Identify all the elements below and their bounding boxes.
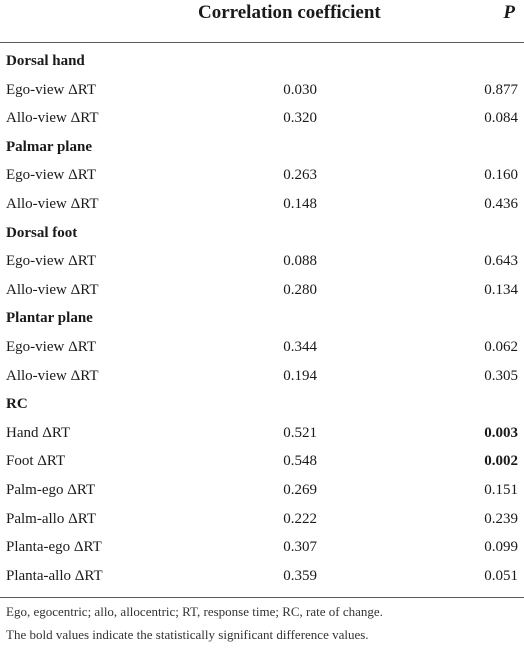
correlation-value: 0.088	[283, 253, 317, 270]
row-label: Hand ΔRT	[6, 424, 71, 441]
section-label: Dorsal hand	[6, 53, 85, 69]
section-header-row	[0, 391, 524, 420]
p-value: 0.051	[484, 567, 518, 584]
table-row	[0, 563, 524, 592]
section-label: Plantar plane	[6, 310, 93, 327]
footnote-bold-values: The bold values indicate the statistically significant difference values.	[6, 627, 369, 642]
table-bottom-rule	[0, 597, 524, 598]
correlation-value: 0.548	[283, 453, 317, 470]
p-value: 0.643	[484, 253, 518, 270]
row-label: Allo-view ΔRT	[6, 110, 99, 127]
table-row	[0, 77, 524, 106]
correlation-value: 0.030	[283, 81, 317, 98]
p-value: 0.099	[484, 539, 518, 556]
table-row	[0, 448, 524, 477]
table-row	[0, 277, 524, 306]
table-row	[0, 363, 524, 392]
correlation-value: 0.359	[283, 567, 317, 584]
row-label: Ego-view ΔRT	[6, 81, 96, 98]
section-header-row	[0, 134, 524, 163]
p-value: 0.436	[484, 195, 518, 212]
correlation-value: 0.344	[283, 338, 317, 355]
p-value: 0.002	[484, 453, 518, 470]
row-label: Planta-ego ΔRT	[6, 539, 102, 556]
row-label: Ego-view ΔRT	[6, 338, 96, 355]
section-header-row	[0, 305, 524, 334]
row-label: Allo-view ΔRT	[6, 367, 99, 384]
table-row	[0, 162, 524, 191]
row-label: Allo-view ΔRT	[6, 195, 99, 212]
table-row	[0, 248, 524, 277]
correlation-value: 0.148	[283, 195, 317, 212]
correlation-value: 0.307	[283, 539, 317, 556]
correlation-value: 0.280	[283, 281, 317, 298]
header-correlation-coefficient: Correlation coefficient	[198, 2, 381, 23]
row-label: Ego-view ΔRT	[6, 253, 96, 270]
correlation-value: 0.263	[283, 167, 317, 184]
section-label: Dorsal foot	[6, 224, 78, 241]
correlation-value: 0.269	[283, 481, 317, 498]
header-p-value: P	[503, 2, 515, 23]
table-row	[0, 105, 524, 134]
section-label: Palmar plane	[6, 138, 92, 155]
row-label: Allo-view ΔRT	[6, 281, 99, 298]
p-value: 0.084	[484, 110, 518, 127]
row-label: Planta-allo ΔRT	[6, 567, 103, 584]
section-label: RC	[6, 396, 28, 413]
table-row	[0, 534, 524, 563]
p-value: 0.877	[484, 81, 518, 98]
row-label: Palm-ego ΔRT	[6, 481, 96, 498]
table-row	[0, 477, 524, 506]
row-label: Palm-allo ΔRT	[6, 510, 96, 527]
footnote-abbreviations: Ego, egocentric; allo, allocentric; RT, response time; RC, rate of change.	[6, 604, 383, 619]
table-body	[0, 48, 524, 591]
p-value: 0.151	[484, 481, 518, 498]
row-label: Foot ΔRT	[6, 453, 66, 470]
table-header	[0, 0, 524, 43]
p-value: 0.305	[484, 367, 518, 384]
p-value: 0.160	[484, 167, 518, 184]
p-value: 0.134	[484, 281, 518, 298]
table-row	[0, 506, 524, 535]
correlation-value: 0.194	[283, 367, 317, 384]
table-row	[0, 420, 524, 449]
section-header-row	[0, 48, 524, 77]
correlation-value: 0.521	[283, 424, 317, 441]
p-value: 0.003	[484, 424, 518, 441]
p-value: 0.062	[484, 338, 518, 355]
correlation-value: 0.320	[283, 110, 317, 127]
table-row	[0, 334, 524, 363]
p-value: 0.239	[484, 510, 518, 527]
row-label: Ego-view ΔRT	[6, 167, 96, 184]
section-header-row	[0, 220, 524, 249]
table-row	[0, 191, 524, 220]
correlation-value: 0.222	[283, 510, 317, 527]
